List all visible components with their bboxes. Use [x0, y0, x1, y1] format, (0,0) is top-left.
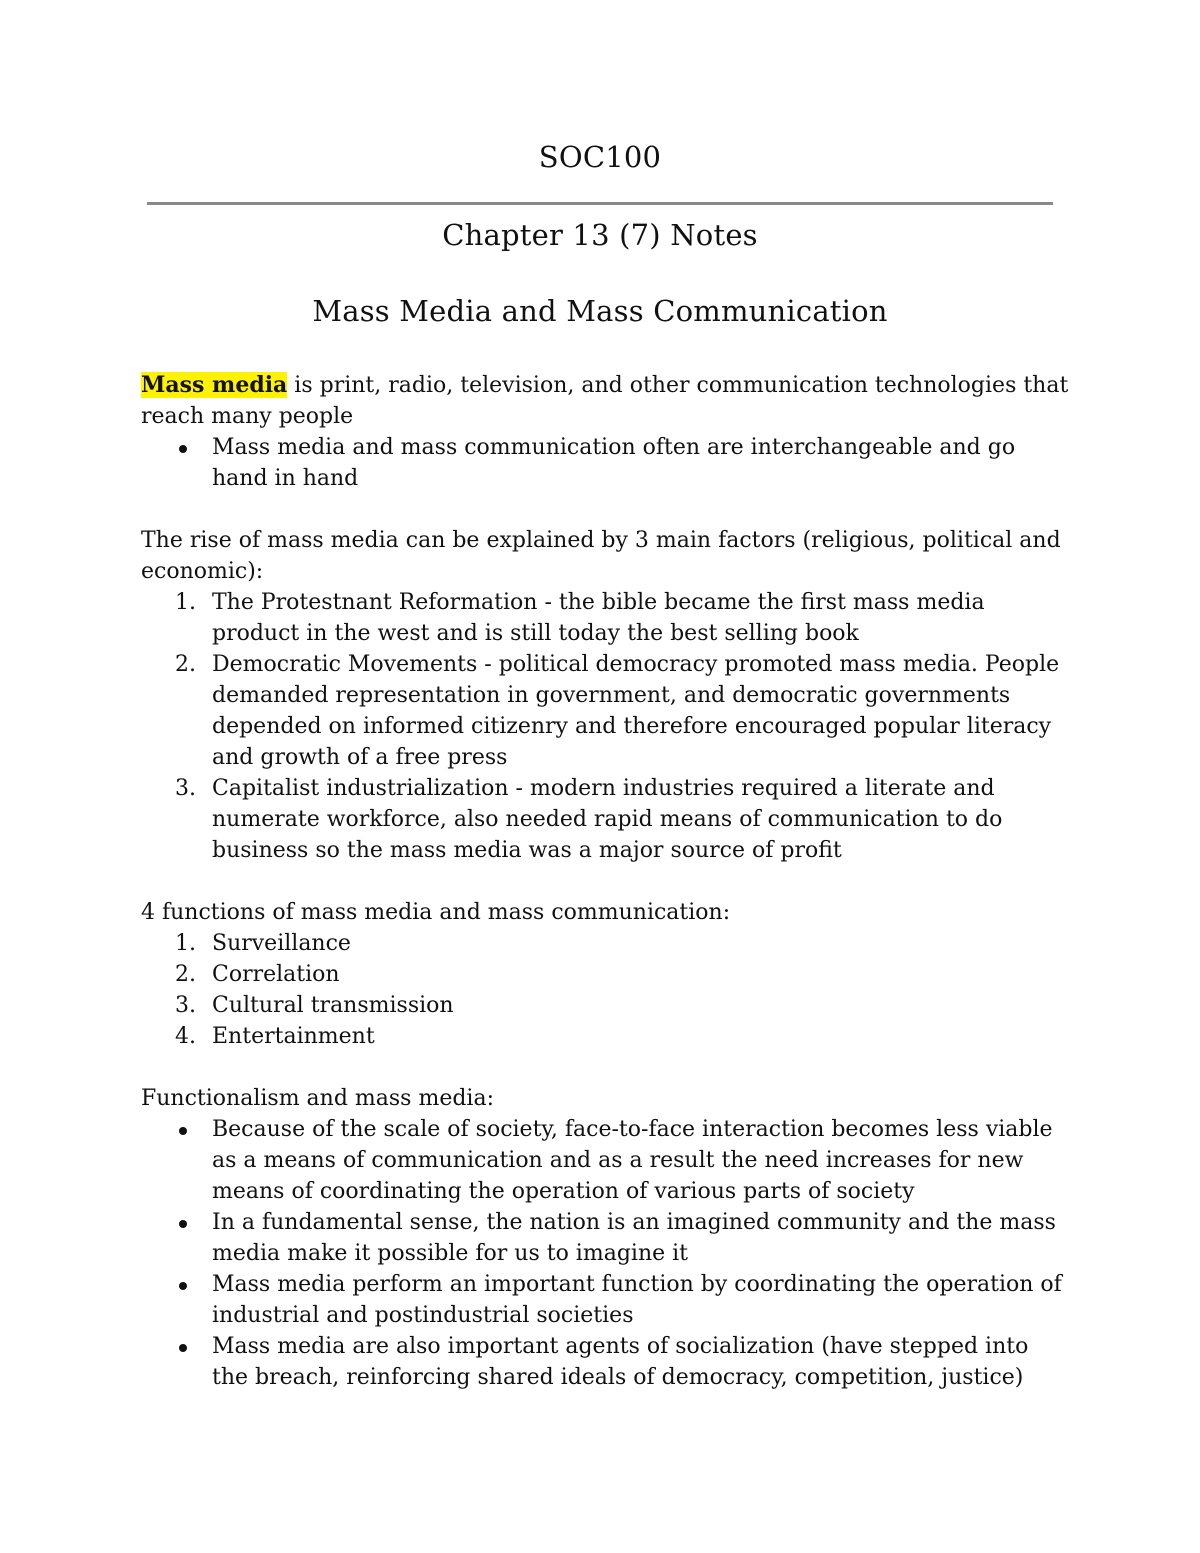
list-item-text: Correlation	[212, 962, 340, 987]
list-item	[141, 649, 1071, 773]
definition-bullet-list	[141, 432, 1071, 494]
list-number: 1.	[175, 931, 196, 956]
list-number: 2.	[175, 652, 196, 677]
list-item-text: Cultural transmission	[212, 993, 454, 1018]
list-item	[141, 1331, 1071, 1393]
list-number: 1.	[175, 590, 196, 615]
functionalism-bullet-list	[141, 1114, 1071, 1393]
list-item-text: Because of the scale of society, face-to-face interaction becomes less viable as a means of communication and as a result the need increases for new means of coordinating the operation of various parts of society	[212, 1117, 1053, 1204]
list-item	[141, 1207, 1071, 1269]
notes-body	[141, 370, 1071, 1393]
list-item-text: Entertainment	[212, 1024, 375, 1049]
list-number: 3.	[175, 993, 196, 1018]
horizontal-rule	[147, 202, 1053, 205]
list-item-text: The Protestnant Reformation - the bible became the first mass media product in the west and is still today the best selling book	[212, 590, 985, 646]
list-item	[141, 928, 1071, 959]
list-number: 4.	[175, 1024, 196, 1049]
bullet-icon	[179, 1344, 187, 1352]
list-item	[141, 587, 1071, 649]
functionalism-intro: Functionalism and mass media:	[141, 1086, 494, 1111]
bullet-icon	[179, 1127, 187, 1135]
list-item	[141, 1021, 1071, 1052]
list-item-text: Mass media perform an important function by coordinating the operation of industrial and postindustrial societies	[212, 1272, 1062, 1328]
list-number: 3.	[175, 776, 196, 801]
list-item	[141, 773, 1071, 866]
bullet-icon	[179, 445, 187, 453]
chapter-title: Chapter 13 (7) Notes	[442, 218, 758, 252]
list-item	[141, 1269, 1071, 1331]
definition-paragraph	[141, 370, 1071, 432]
list-item	[141, 959, 1071, 990]
rise-factors-list	[141, 587, 1071, 866]
list-item	[141, 1114, 1071, 1207]
course-code: SOC100	[538, 140, 662, 174]
section-title: Mass Media and Mass Communication	[312, 294, 888, 328]
bullet-icon	[179, 1282, 187, 1290]
list-item-text: In a fundamental sense, the nation is an imagined community and the mass media make it possible for us to imagine it	[212, 1210, 1056, 1266]
list-number: 2.	[175, 962, 196, 987]
functions-list	[141, 928, 1071, 1052]
list-item-text: Surveillance	[212, 931, 351, 956]
highlighted-term: Mass media	[141, 372, 288, 398]
rise-factors-intro: The rise of mass media can be explained by 3 main factors (religious, political and economic):	[141, 528, 1061, 584]
list-item	[141, 432, 1071, 494]
list-item-text: Capitalist industrialization - modern industries required a literate and numerate workforce, also needed rapid means of communication to do business so the mass media was a major source of profit	[212, 776, 1003, 863]
list-item	[141, 990, 1071, 1021]
functions-intro: 4 functions of mass media and mass communication:	[141, 900, 731, 925]
list-item-text: Mass media are also important agents of socialization (have stepped into the breach, reinforcing shared ideals of democracy, competition, justice)	[212, 1334, 1029, 1390]
list-item-text: Democratic Movements - political democracy promoted mass media. People demanded representation in government, and democratic governments depended on informed citizenry and therefore encouraged popular literacy and growth of a free press	[212, 652, 1060, 770]
list-item-text: Mass media and mass communication often are interchangeable and go hand in hand	[212, 435, 1016, 491]
definition-text: is print, radio, television, and other communication technologies that reach many people	[141, 373, 1069, 429]
bullet-icon	[179, 1220, 187, 1228]
